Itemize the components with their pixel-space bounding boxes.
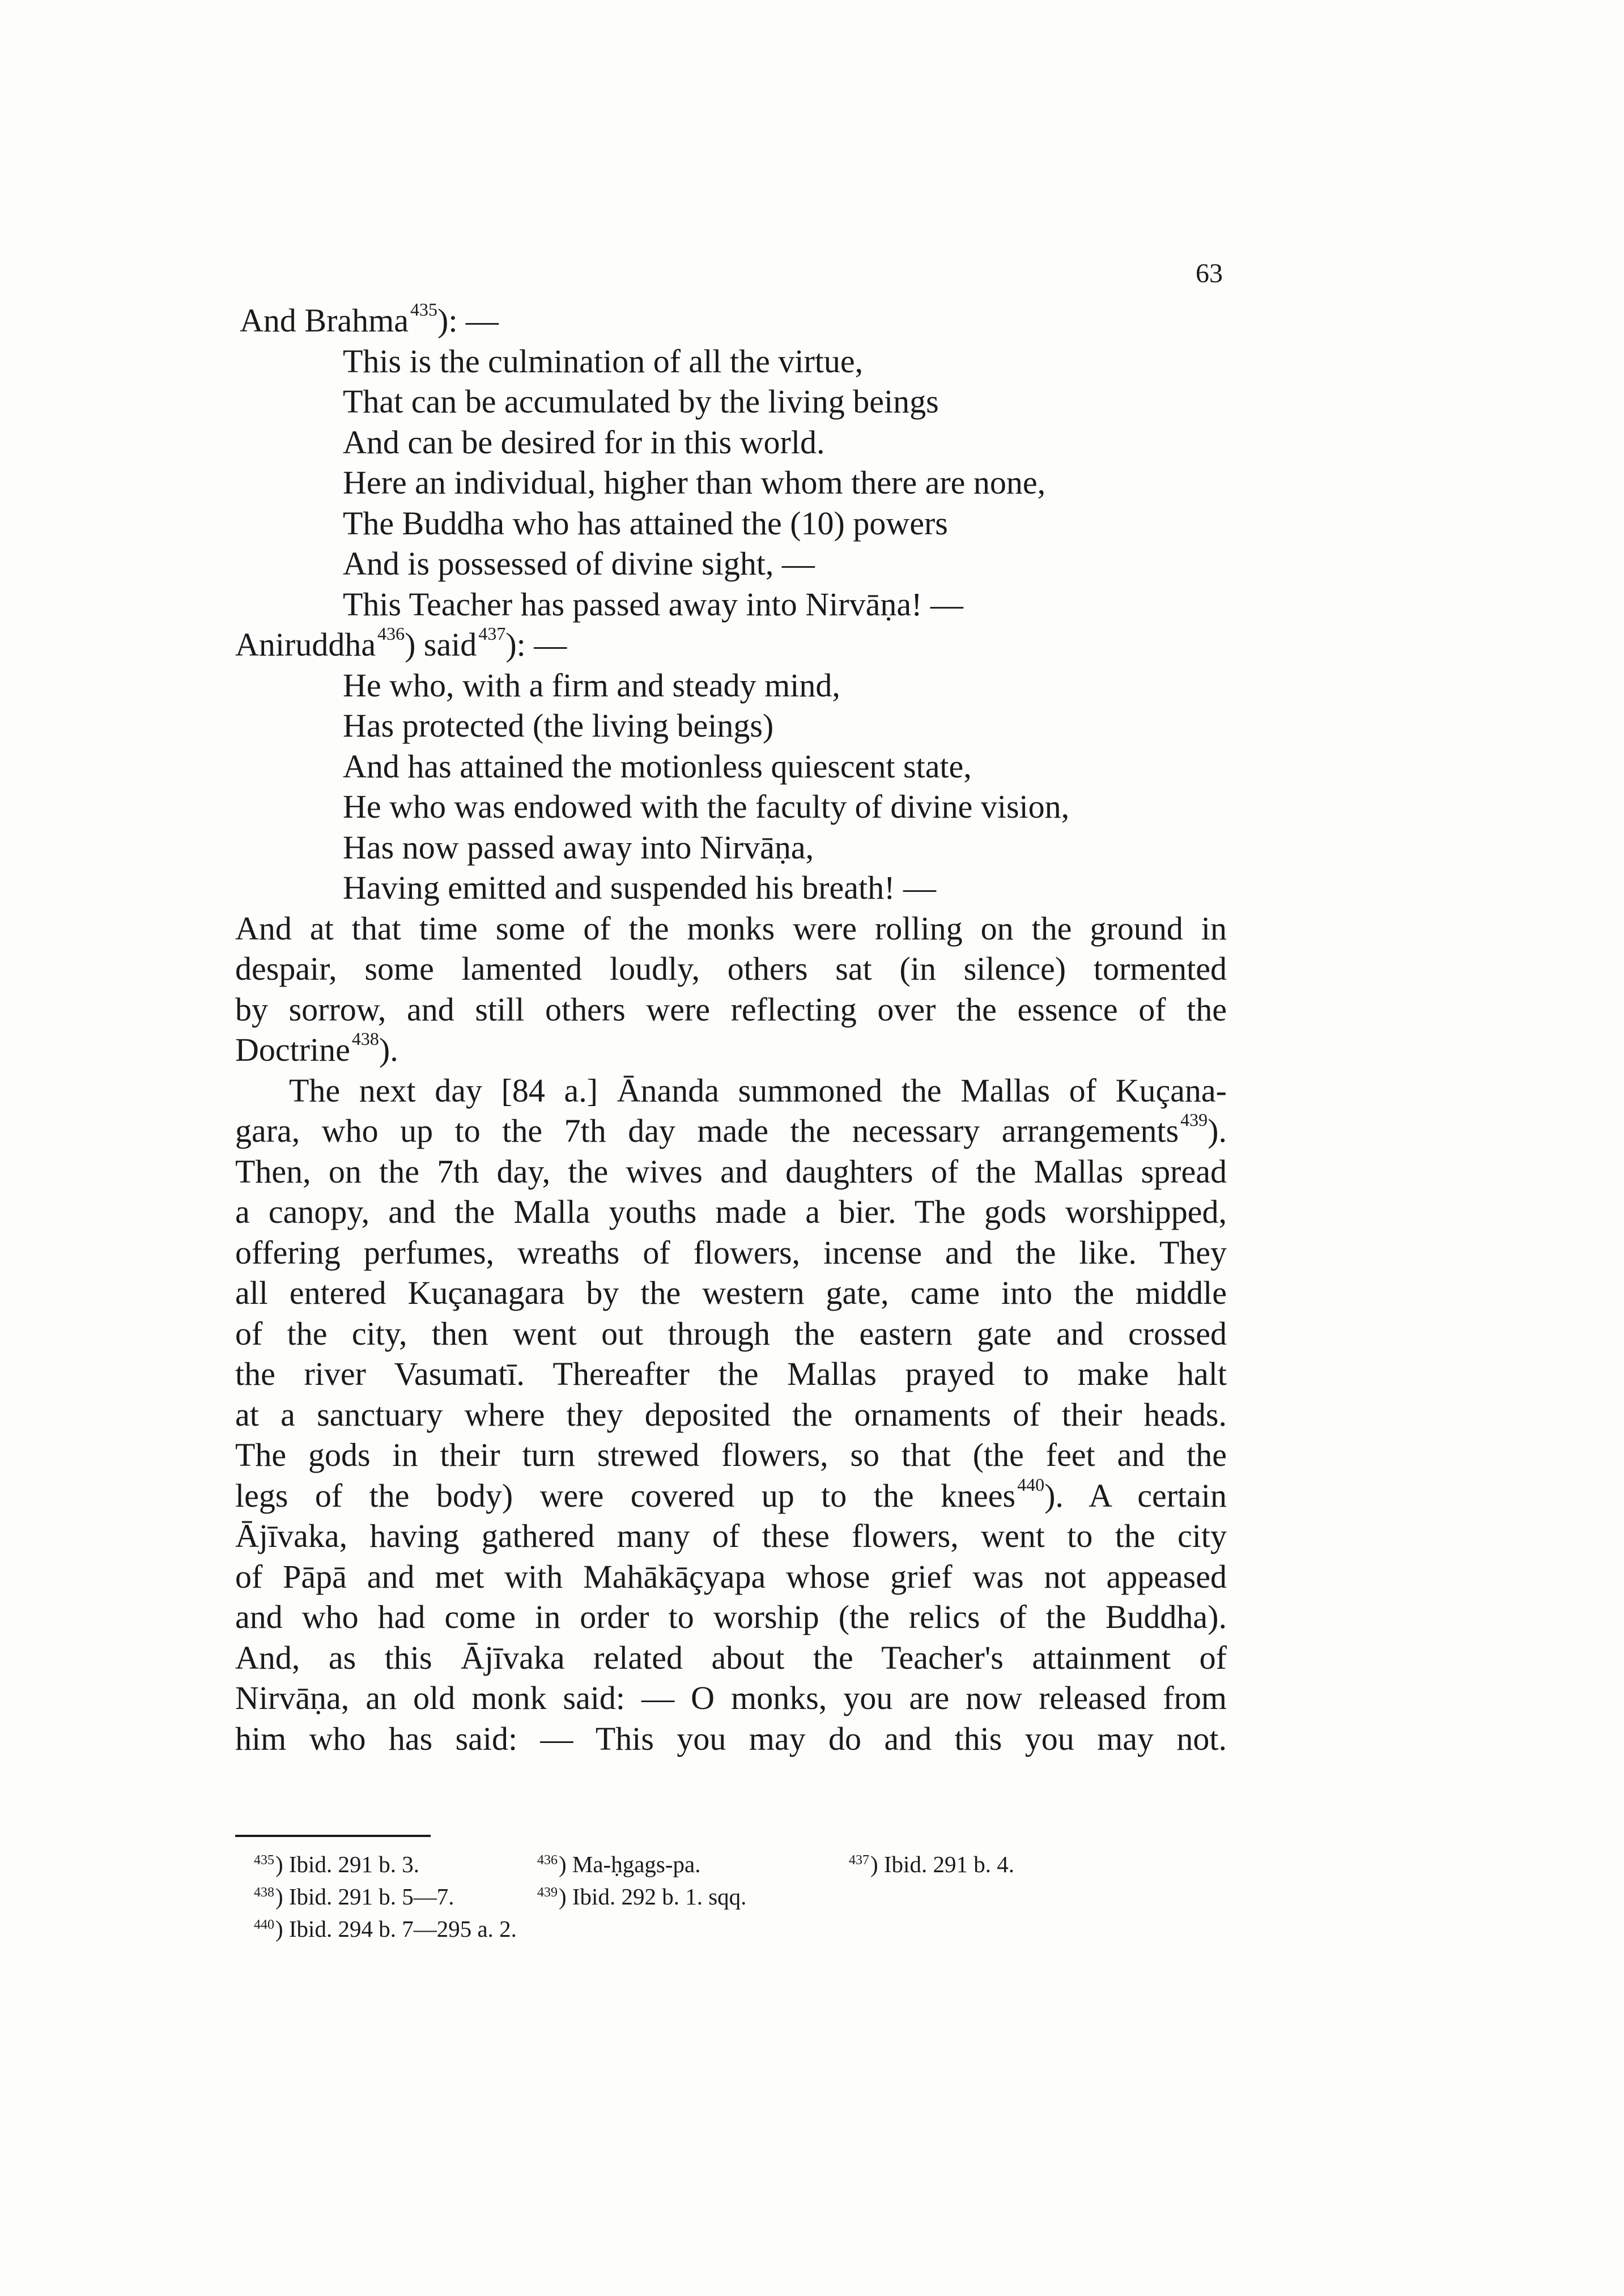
footnote-number: 437: [849, 1853, 869, 1868]
footnote-ref[interactable]: 437: [478, 623, 506, 644]
verse-line: And has attained the motionless quiescent state,: [343, 747, 972, 785]
verse-line: He who, with a firm and steady mind,: [343, 666, 840, 704]
footnote-436: [537, 1848, 849, 1881]
prose-line: all entered Kuçanagara by the western gate, came into the middle: [235, 1274, 1227, 1311]
speaker-name: Aniruddha: [235, 626, 376, 663]
footnote-number: 435: [254, 1853, 274, 1868]
prose-line: the river Vasumatī. Thereafter the Mallas prayed to make halt: [235, 1355, 1227, 1392]
prose-line: The next day [84 a.] Ānanda summoned the Mallas of Kuçana-: [289, 1072, 1227, 1109]
footnote-435: [254, 1848, 537, 1881]
footnote-438: [254, 1881, 537, 1913]
verse-line: Has protected (the living beings): [343, 707, 774, 744]
verse-line: Has now passed away into Nirvāṇa,: [343, 828, 814, 866]
footnote-text: ) Ibid. 294 b. 7—295 a. 2.: [275, 1916, 517, 1942]
footnote-text: ) Ibid. 291 b. 3.: [275, 1851, 419, 1877]
prose-line: offering perfumes, wreaths of flowers, incense and the like. They: [235, 1234, 1227, 1271]
footnote-439: [537, 1881, 746, 1913]
prose-line: And, as this Ājīvaka related about the Teacher's attainment of: [235, 1639, 1227, 1676]
footnote-ref[interactable]: 438: [351, 1028, 379, 1049]
footnote-text: ) Ma-ḥgags-pa.: [559, 1851, 701, 1877]
prose-line: Nirvāṇa, an old monk said: — O monks, you are now released from: [235, 1680, 1227, 1716]
footnote-number: 438: [254, 1885, 274, 1900]
prose-line: And at that time some of the monks were rolling on the ground in: [235, 909, 1227, 947]
footnote-ref[interactable]: 439: [1180, 1109, 1208, 1130]
verse-line: Here an individual, higher than whom there are none,: [343, 464, 1046, 501]
verse-line: He who was endowed with the faculty of divine vision,: [343, 788, 1070, 825]
verse-line: And can be desired for in this world.: [343, 423, 825, 461]
speaker-suffix: ): —: [505, 626, 567, 663]
prose-line: The gods in their turn strewed flowers, so that (the feet and the: [235, 1436, 1227, 1473]
page-number: 63: [1196, 258, 1223, 288]
prose-text: ).: [379, 1031, 398, 1068]
footnote-ref[interactable]: 436: [377, 623, 405, 644]
speaker-mid: ) said: [405, 626, 477, 663]
prose-text: Doctrine: [235, 1031, 350, 1068]
footnote-440: [254, 1913, 517, 1945]
prose-line: by sorrow, and still others were reflecting over the essence of the: [235, 990, 1227, 1028]
prose-line: [235, 1030, 1227, 1070]
prose-line: of Pāpā and met with Mahākāçyapa whose grief was not appeased: [235, 1558, 1227, 1595]
prose-text: gara, who up to the 7th day made the necessary arrangements: [235, 1112, 1179, 1149]
speaker-name: And Brahma: [240, 302, 409, 339]
main-text: [235, 300, 1227, 1759]
prose-line: at a sanctuary where they deposited the ornaments of their heads.: [235, 1396, 1227, 1433]
prose-line: him who has said: — This you may do and this you may not.: [235, 1720, 1227, 1757]
prose-text: ).: [1208, 1112, 1227, 1149]
prose-line: a canopy, and the Malla youths made a bier. The gods worshipped,: [235, 1193, 1227, 1230]
footnote-ref[interactable]: 435: [410, 299, 437, 320]
prose-text: ). A certain: [1044, 1477, 1227, 1514]
verse-line: This is the culmination of all the virtue,: [343, 342, 864, 380]
verse-line: This Teacher has passed away into Nirvāṇa! —: [343, 585, 963, 623]
footnote-ref[interactable]: 440: [1017, 1474, 1045, 1495]
footnote-text: ) Ibid. 291 b. 5—7.: [275, 1883, 454, 1910]
footnote-row: [254, 1881, 1217, 1913]
verse-line: Having emitted and suspended his breath! —: [343, 869, 936, 906]
speaker-suffix: ): —: [437, 302, 499, 339]
footnote-text: ) Ibid. 291 b. 4.: [870, 1851, 1014, 1877]
prose-line: of the city, then went out through the eastern gate and crossed: [235, 1315, 1227, 1352]
prose-line: despair, some lamented loudly, others sat (in silence) tormented: [235, 950, 1227, 987]
footnote-437: [849, 1848, 1014, 1881]
prose-text: legs of the body) were covered up to the knees: [235, 1477, 1016, 1514]
verse-line: And is possessed of divine sight, —: [343, 545, 815, 582]
speaker-line: [235, 624, 1227, 665]
verse-line: That can be accumulated by the living beings: [343, 383, 939, 420]
prose-line: [235, 1476, 1227, 1516]
footnote-text: ) Ibid. 292 b. 1. sqq.: [559, 1883, 747, 1910]
prose-line: Then, on the 7th day, the wives and daughters of the Mallas spread: [235, 1153, 1227, 1190]
footnotes: [254, 1848, 1217, 1945]
footnote-number: 440: [254, 1917, 274, 1932]
prose-line: [235, 1111, 1227, 1151]
footnote-divider: [235, 1835, 431, 1837]
prose-line: and who had come in order to worship (the relics of the Buddha).: [235, 1598, 1227, 1635]
verse-line: The Buddha who has attained the (10) powers: [343, 504, 948, 542]
speaker-line: [235, 300, 1227, 341]
footnote-number: 436: [537, 1853, 558, 1868]
footnote-row: [254, 1848, 1217, 1881]
prose-line: Ājīvaka, having gathered many of these flowers, went to the city: [235, 1517, 1227, 1554]
footnote-row: [254, 1913, 1217, 1945]
footnote-number: 439: [537, 1885, 558, 1900]
